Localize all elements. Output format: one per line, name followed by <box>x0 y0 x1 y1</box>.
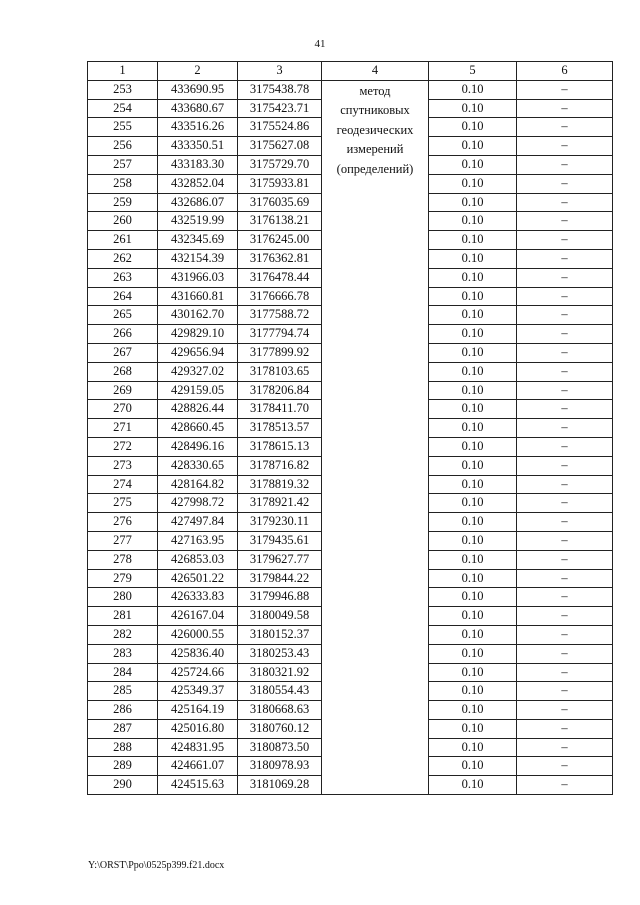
dash-cell: – <box>517 381 613 400</box>
accuracy-cell: 0.10 <box>429 99 517 118</box>
x-coordinate-cell: 428660.45 <box>158 419 238 438</box>
point-number-cell: 266 <box>88 325 158 344</box>
dash-cell: – <box>517 419 613 438</box>
accuracy-cell: 0.10 <box>429 437 517 456</box>
x-coordinate-cell: 426167.04 <box>158 607 238 626</box>
point-number-cell: 287 <box>88 719 158 738</box>
point-number-cell: 277 <box>88 531 158 550</box>
dash-cell: – <box>517 155 613 174</box>
x-coordinate-cell: 427497.84 <box>158 513 238 532</box>
point-number-cell: 256 <box>88 137 158 156</box>
y-coordinate-cell: 3178819.32 <box>238 475 322 494</box>
dash-cell: – <box>517 231 613 250</box>
dash-cell: – <box>517 513 613 532</box>
dash-cell: – <box>517 456 613 475</box>
dash-cell: – <box>517 531 613 550</box>
dash-cell: – <box>517 249 613 268</box>
x-coordinate-cell: 433183.30 <box>158 155 238 174</box>
point-number-cell: 278 <box>88 550 158 569</box>
point-number-cell: 265 <box>88 306 158 325</box>
accuracy-cell: 0.10 <box>429 719 517 738</box>
y-coordinate-cell: 3178513.57 <box>238 419 322 438</box>
y-coordinate-cell: 3179844.22 <box>238 569 322 588</box>
column-header: 6 <box>517 62 613 81</box>
y-coordinate-cell: 3179946.88 <box>238 588 322 607</box>
accuracy-cell: 0.10 <box>429 118 517 137</box>
x-coordinate-cell: 429656.94 <box>158 343 238 362</box>
x-coordinate-cell: 426333.83 <box>158 588 238 607</box>
footer-file-path: Y:\ORST\Ppo\0525p399.f21.docx <box>88 860 225 871</box>
y-coordinate-cell: 3177794.74 <box>238 325 322 344</box>
y-coordinate-cell: 3179230.11 <box>238 513 322 532</box>
point-number-cell: 263 <box>88 268 158 287</box>
dash-cell: – <box>517 437 613 456</box>
x-coordinate-cell: 425164.19 <box>158 701 238 720</box>
dash-cell: – <box>517 174 613 193</box>
dash-cell: – <box>517 569 613 588</box>
accuracy-cell: 0.10 <box>429 494 517 513</box>
dash-cell: – <box>517 268 613 287</box>
dash-cell: – <box>517 362 613 381</box>
y-coordinate-cell: 3180978.93 <box>238 757 322 776</box>
point-number-cell: 260 <box>88 212 158 231</box>
x-coordinate-cell: 432519.99 <box>158 212 238 231</box>
dash-cell: – <box>517 400 613 419</box>
accuracy-cell: 0.10 <box>429 644 517 663</box>
accuracy-cell: 0.10 <box>429 531 517 550</box>
y-coordinate-cell: 3178206.84 <box>238 381 322 400</box>
accuracy-cell: 0.10 <box>429 419 517 438</box>
dash-cell: – <box>517 137 613 156</box>
accuracy-cell: 0.10 <box>429 325 517 344</box>
x-coordinate-cell: 425016.80 <box>158 719 238 738</box>
point-number-cell: 264 <box>88 287 158 306</box>
x-coordinate-cell: 428826.44 <box>158 400 238 419</box>
accuracy-cell: 0.10 <box>429 663 517 682</box>
x-coordinate-cell: 424515.63 <box>158 776 238 795</box>
x-coordinate-cell: 431966.03 <box>158 268 238 287</box>
dash-cell: – <box>517 719 613 738</box>
point-number-cell: 272 <box>88 437 158 456</box>
method-text-line: измерений <box>346 142 404 157</box>
x-coordinate-cell: 432345.69 <box>158 231 238 250</box>
point-number-cell: 288 <box>88 738 158 757</box>
point-number-cell: 276 <box>88 513 158 532</box>
accuracy-cell: 0.10 <box>429 174 517 193</box>
point-number-cell: 257 <box>88 155 158 174</box>
y-coordinate-cell: 3181069.28 <box>238 776 322 795</box>
dash-cell: – <box>517 193 613 212</box>
x-coordinate-cell: 432852.04 <box>158 174 238 193</box>
x-coordinate-cell: 424831.95 <box>158 738 238 757</box>
point-number-cell: 271 <box>88 419 158 438</box>
method-text-line: спутниковых <box>340 103 410 118</box>
point-number-cell: 267 <box>88 343 158 362</box>
point-number-cell: 289 <box>88 757 158 776</box>
dash-cell: – <box>517 663 613 682</box>
point-number-cell: 273 <box>88 456 158 475</box>
point-number-cell: 279 <box>88 569 158 588</box>
x-coordinate-cell: 426501.22 <box>158 569 238 588</box>
table-body <box>88 80 613 794</box>
x-coordinate-cell: 425349.37 <box>158 682 238 701</box>
point-number-cell: 285 <box>88 682 158 701</box>
y-coordinate-cell: 3175729.70 <box>238 155 322 174</box>
accuracy-cell: 0.10 <box>429 137 517 156</box>
accuracy-cell: 0.10 <box>429 231 517 250</box>
y-coordinate-cell: 3175627.08 <box>238 137 322 156</box>
point-number-cell: 275 <box>88 494 158 513</box>
y-coordinate-cell: 3178103.65 <box>238 362 322 381</box>
point-number-cell: 261 <box>88 231 158 250</box>
point-number-cell: 268 <box>88 362 158 381</box>
accuracy-cell: 0.10 <box>429 701 517 720</box>
x-coordinate-cell: 427163.95 <box>158 531 238 550</box>
dash-cell: – <box>517 118 613 137</box>
point-number-cell: 281 <box>88 607 158 626</box>
accuracy-cell: 0.10 <box>429 80 517 99</box>
point-number-cell: 280 <box>88 588 158 607</box>
y-coordinate-cell: 3180321.92 <box>238 663 322 682</box>
dash-cell: – <box>517 757 613 776</box>
dash-cell: – <box>517 776 613 795</box>
accuracy-cell: 0.10 <box>429 287 517 306</box>
accuracy-cell: 0.10 <box>429 400 517 419</box>
x-coordinate-cell: 426853.03 <box>158 550 238 569</box>
accuracy-cell: 0.10 <box>429 212 517 231</box>
dash-cell: – <box>517 212 613 231</box>
accuracy-cell: 0.10 <box>429 193 517 212</box>
accuracy-cell: 0.10 <box>429 776 517 795</box>
accuracy-cell: 0.10 <box>429 588 517 607</box>
accuracy-cell: 0.10 <box>429 268 517 287</box>
x-coordinate-cell: 429159.05 <box>158 381 238 400</box>
method-text-line: (определений) <box>336 161 414 176</box>
accuracy-cell: 0.10 <box>429 306 517 325</box>
y-coordinate-cell: 3178615.13 <box>238 437 322 456</box>
column-header: 2 <box>158 62 238 81</box>
x-coordinate-cell: 426000.55 <box>158 625 238 644</box>
method-text-line: метод <box>359 83 391 98</box>
column-header: 1 <box>88 62 158 81</box>
x-coordinate-cell: 428164.82 <box>158 475 238 494</box>
accuracy-cell: 0.10 <box>429 738 517 757</box>
y-coordinate-cell: 3180554.43 <box>238 682 322 701</box>
point-number-cell: 262 <box>88 249 158 268</box>
x-coordinate-cell: 433350.51 <box>158 137 238 156</box>
column-header: 3 <box>238 62 322 81</box>
y-coordinate-cell: 3178411.70 <box>238 400 322 419</box>
method-text-line: геодезических <box>336 122 414 137</box>
y-coordinate-cell: 3178921.42 <box>238 494 322 513</box>
accuracy-cell: 0.10 <box>429 362 517 381</box>
dash-cell: – <box>517 475 613 494</box>
y-coordinate-cell: 3180049.58 <box>238 607 322 626</box>
x-coordinate-cell: 428330.65 <box>158 456 238 475</box>
x-coordinate-cell: 429327.02 <box>158 362 238 381</box>
y-coordinate-cell: 3177588.72 <box>238 306 322 325</box>
x-coordinate-cell: 433680.67 <box>158 99 238 118</box>
y-coordinate-cell: 3180873.50 <box>238 738 322 757</box>
dash-cell: – <box>517 494 613 513</box>
dash-cell: – <box>517 287 613 306</box>
accuracy-cell: 0.10 <box>429 343 517 362</box>
table-row <box>88 80 613 99</box>
y-coordinate-cell: 3180668.63 <box>238 701 322 720</box>
y-coordinate-cell: 3179435.61 <box>238 531 322 550</box>
accuracy-cell: 0.10 <box>429 569 517 588</box>
accuracy-cell: 0.10 <box>429 456 517 475</box>
y-coordinate-cell: 3177899.92 <box>238 343 322 362</box>
dash-cell: – <box>517 99 613 118</box>
x-coordinate-cell: 429829.10 <box>158 325 238 344</box>
x-coordinate-cell: 433516.26 <box>158 118 238 137</box>
dash-cell: – <box>517 682 613 701</box>
dash-cell: – <box>517 588 613 607</box>
y-coordinate-cell: 3179627.77 <box>238 550 322 569</box>
column-header: 5 <box>429 62 517 81</box>
point-number-cell: 254 <box>88 99 158 118</box>
x-coordinate-cell: 425836.40 <box>158 644 238 663</box>
x-coordinate-cell: 432686.07 <box>158 193 238 212</box>
y-coordinate-cell: 3176245.00 <box>238 231 322 250</box>
x-coordinate-cell: 425724.66 <box>158 663 238 682</box>
column-header: 4 <box>322 62 429 81</box>
dash-cell: – <box>517 607 613 626</box>
y-coordinate-cell: 3178716.82 <box>238 456 322 475</box>
dash-cell: – <box>517 80 613 99</box>
coordinates-table <box>87 61 613 795</box>
point-number-cell: 269 <box>88 381 158 400</box>
table-header-row <box>88 62 613 81</box>
point-number-cell: 259 <box>88 193 158 212</box>
x-coordinate-cell: 428496.16 <box>158 437 238 456</box>
y-coordinate-cell: 3180253.43 <box>238 644 322 663</box>
point-number-cell: 282 <box>88 625 158 644</box>
x-coordinate-cell: 431660.81 <box>158 287 238 306</box>
x-coordinate-cell: 427998.72 <box>158 494 238 513</box>
y-coordinate-cell: 3175423.71 <box>238 99 322 118</box>
accuracy-cell: 0.10 <box>429 682 517 701</box>
y-coordinate-cell: 3176362.81 <box>238 249 322 268</box>
accuracy-cell: 0.10 <box>429 249 517 268</box>
point-number-cell: 270 <box>88 400 158 419</box>
y-coordinate-cell: 3175524.86 <box>238 118 322 137</box>
point-number-cell: 286 <box>88 701 158 720</box>
point-number-cell: 274 <box>88 475 158 494</box>
dash-cell: – <box>517 738 613 757</box>
x-coordinate-cell: 430162.70 <box>158 306 238 325</box>
method-cell <box>322 80 429 794</box>
accuracy-cell: 0.10 <box>429 757 517 776</box>
point-number-cell: 284 <box>88 663 158 682</box>
dash-cell: – <box>517 550 613 569</box>
accuracy-cell: 0.10 <box>429 513 517 532</box>
accuracy-cell: 0.10 <box>429 381 517 400</box>
dash-cell: – <box>517 644 613 663</box>
y-coordinate-cell: 3180760.12 <box>238 719 322 738</box>
x-coordinate-cell: 424661.07 <box>158 757 238 776</box>
point-number-cell: 290 <box>88 776 158 795</box>
accuracy-cell: 0.10 <box>429 155 517 174</box>
dash-cell: – <box>517 325 613 344</box>
y-coordinate-cell: 3176666.78 <box>238 287 322 306</box>
dash-cell: – <box>517 343 613 362</box>
dash-cell: – <box>517 625 613 644</box>
y-coordinate-cell: 3180152.37 <box>238 625 322 644</box>
x-coordinate-cell: 432154.39 <box>158 249 238 268</box>
y-coordinate-cell: 3175438.78 <box>238 80 322 99</box>
accuracy-cell: 0.10 <box>429 607 517 626</box>
accuracy-cell: 0.10 <box>429 475 517 494</box>
y-coordinate-cell: 3176035.69 <box>238 193 322 212</box>
accuracy-cell: 0.10 <box>429 550 517 569</box>
point-number-cell: 253 <box>88 80 158 99</box>
y-coordinate-cell: 3176138.21 <box>238 212 322 231</box>
page-number: 41 <box>314 38 326 50</box>
point-number-cell: 283 <box>88 644 158 663</box>
accuracy-cell: 0.10 <box>429 625 517 644</box>
point-number-cell: 258 <box>88 174 158 193</box>
y-coordinate-cell: 3175933.81 <box>238 174 322 193</box>
x-coordinate-cell: 433690.95 <box>158 80 238 99</box>
dash-cell: – <box>517 306 613 325</box>
y-coordinate-cell: 3176478.44 <box>238 268 322 287</box>
dash-cell: – <box>517 701 613 720</box>
point-number-cell: 255 <box>88 118 158 137</box>
